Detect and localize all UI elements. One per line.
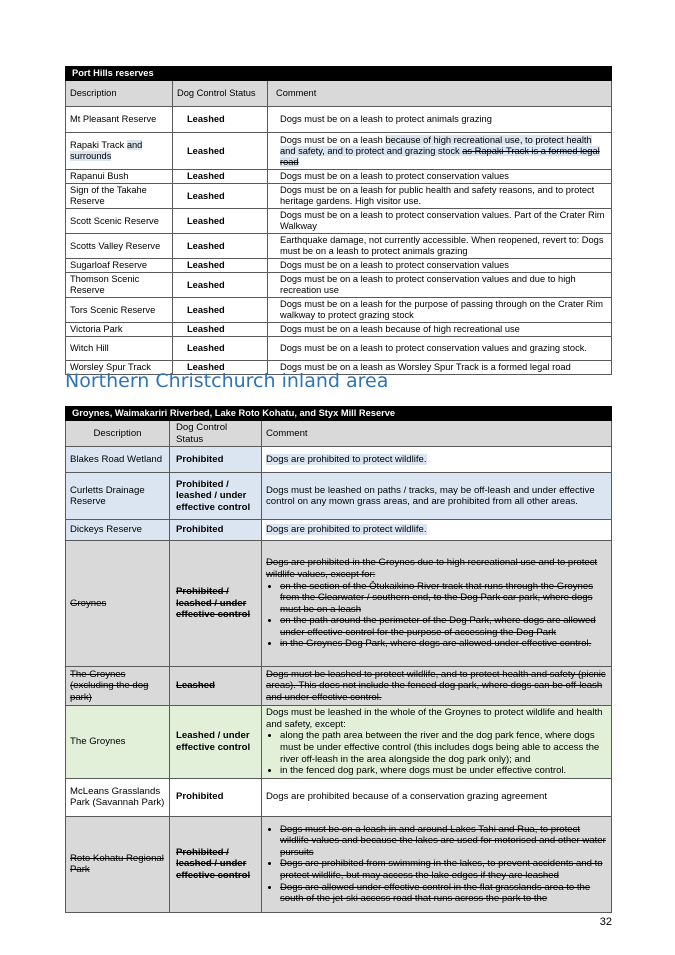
table-row: [66, 170, 612, 184]
row-status: Prohibited: [170, 520, 262, 541]
row-description: McLeans Grasslands Park (Savannah Park): [66, 778, 170, 816]
row-status: Leashed: [173, 323, 268, 337]
table-row: [66, 133, 612, 170]
list-item: • in the fenced dog park, where dogs must be under effective control.: [280, 765, 607, 777]
row-status: Leashed: [173, 337, 268, 361]
row-status: Prohibited: [170, 778, 262, 816]
row-status: Prohibited: [170, 447, 262, 473]
table-row: [66, 298, 612, 323]
row-status: Leashed: [173, 273, 268, 298]
table-row: [66, 234, 612, 259]
row-description: Rapanui Bush: [66, 170, 173, 184]
row-comment: Dogs must be leashed on paths / tracks, may be off-leash and under effective control on any mown grass areas, and are prohibited from all other areas.: [262, 473, 612, 520]
row-description: The Groynes: [66, 706, 170, 779]
row-description: Scott Scenic Reserve: [66, 209, 173, 234]
row-comment: Dogs must be on a leash to protect conservation values: [268, 259, 612, 273]
row-comment: Dogs must be leashed to protect wildlife, and to protect health and safety (picnic areas). This does not include the fenced dog park, where dogs can be off-leash and under effective control.: [262, 667, 612, 706]
row-comment: Dogs are prohibited to protect wildlife.: [262, 520, 612, 541]
table-row: [66, 667, 612, 706]
list-item: • on the path around the perimeter of the Dog Park, where dogs are allowed under effective control for the purpose of accessing the Dog Park: [280, 615, 607, 638]
row-description: Roto Kohatu Regional Park: [66, 816, 170, 912]
row-comment: Dogs must be on a leash for the purpose of passing through on the Crater Rim walkway to protect grazing stock: [268, 298, 612, 323]
row-comment: Dogs are prohibited in the Groynes due to high recreational use and to protect wildlife values, except for: • on the section of the Ōtukaikino River track that runs through the Groynes from the Clearwater / southern end, to the Dog Park car park, where dogs must be on a leash • on the path around the perimeter of the Dog Park, where dogs are allowed under effective control for the purpose of accessing the Dog Park • in the Groynes Dog Park, where dogs are allowed under effective control.: [262, 541, 612, 667]
row-comment: Dogs must be on a leash to protect conservation values: [268, 170, 612, 184]
table-row: [66, 323, 612, 337]
row-status: Leashed / under effective control: [170, 706, 262, 779]
row-status: Leashed: [173, 107, 268, 133]
row-status: Leashed: [173, 298, 268, 323]
row-status: Leashed: [173, 133, 268, 170]
row-status: Prohibited / leashed / under effective control: [170, 473, 262, 520]
row-status: Prohibited / leashed / under effective control: [170, 816, 262, 912]
row-status: Leashed: [173, 184, 268, 209]
header-comment: Comment: [268, 81, 612, 107]
section-heading: Northern Christchurch inland area: [65, 370, 389, 392]
table-row: [66, 447, 612, 473]
row-comment: Dogs are prohibited because of a conservation grazing agreement: [262, 778, 612, 816]
header-description: Description: [66, 81, 173, 107]
table-row: [66, 273, 612, 298]
row-comment: Dogs must be on a leash because of high recreational use, to protect health and safety, and to protect and grazing stock as Rapaki Track is a formed legal road: [268, 133, 612, 170]
table-row: [66, 473, 612, 520]
table-row: [66, 816, 612, 912]
table-row: [66, 520, 612, 541]
row-status: Leashed: [173, 234, 268, 259]
row-status: Leashed: [173, 209, 268, 234]
list-item: • Dogs must be on a leash in and around Lakes Tahi and Rua, to protect wildlife values and because the lakes are used for motorised and other water pursuits: [280, 824, 607, 859]
row-comment: Dogs must be on a leash to protect animals grazing: [268, 107, 612, 133]
header-status: Dog Control Status: [173, 81, 268, 107]
list-item: • along the path area between the river and the dog park fence, where dogs must be under effective control (this includes dogs being able to access the river off-leash in the area alongside the dog park only); and: [280, 730, 607, 765]
row-comment: Dogs must be leashed in the whole of the Groynes to protect wildlife and health and safety, except: • along the path area between the river and the dog park fence, where dogs must be under effective control (this includes dogs being able to access the river off-leash in the area alongside the dog park only); and • in the fenced dog park, where dogs must be under effective control.: [262, 706, 612, 779]
row-comment: [262, 816, 612, 912]
northern-table: [65, 406, 612, 913]
section-title: Port Hills reserves: [66, 67, 612, 81]
row-status: Leashed: [173, 259, 268, 273]
list-item: • Dogs are allowed under effective control in the flat grasslands area to the south of the jet-ski access road that runs across the park to the: [280, 882, 607, 905]
row-comment: Dogs must be on a leash to protect conservation values and grazing stock.: [268, 337, 612, 361]
row-comment: Dogs must be on a leash to protect conservation values and due to high recreation use: [268, 273, 612, 298]
row-comment: Dogs must be on a leash as Worsley Spur Track is a formed legal road: [268, 361, 612, 375]
row-description: Witch Hill: [66, 337, 173, 361]
row-description: Mt Pleasant Reserve: [66, 107, 173, 133]
row-status: Leashed: [170, 667, 262, 706]
row-status: Leashed: [173, 170, 268, 184]
list-item: • Dogs are prohibited from swimming in the lakes, to prevent accidents and to protect wildlife, but may access the lake edges if they are leashed: [280, 858, 607, 881]
row-description: Sign of the Takahe Reserve: [66, 184, 173, 209]
table-row: [66, 337, 612, 361]
row-description: Dickeys Reserve: [66, 520, 170, 541]
row-comment: Dogs must be on a leash because of high recreational use: [268, 323, 612, 337]
row-description: Rapaki Track and surrounds: [66, 133, 173, 170]
row-description: Groynes: [66, 541, 170, 667]
row-description: Sugarloaf Reserve: [66, 259, 173, 273]
row-description: Tors Scenic Reserve: [66, 298, 173, 323]
table-row: [66, 778, 612, 816]
row-description: Worsley Spur Track: [66, 361, 173, 375]
row-comment: Dogs must be on a leash to protect conservation values. Part of the Crater Rim Walkway: [268, 209, 612, 234]
row-description: The Groynes (excluding the dog park): [66, 667, 170, 706]
row-description: Thomson Scenic Reserve: [66, 273, 173, 298]
table-row: [66, 259, 612, 273]
row-description: Scotts Valley Reserve: [66, 234, 173, 259]
header-description: Description: [66, 421, 170, 447]
row-status: Prohibited / leashed / under effective control: [170, 541, 262, 667]
page-number: 32: [599, 916, 612, 928]
row-description: Blakes Road Wetland: [66, 447, 170, 473]
list-item: • in the Groynes Dog Park, where dogs are allowed under effective control.: [280, 638, 607, 650]
table-row: [66, 107, 612, 133]
table-row: [66, 706, 612, 779]
table-row: [66, 541, 612, 667]
header-comment: Comment: [262, 421, 612, 447]
row-comment: Earthquake damage, not currently accessible. When reopened, revert to: Dogs must be on a leash to protect animals grazing: [268, 234, 612, 259]
table-row: [66, 209, 612, 234]
row-comment: Dogs must be on a leash for public health and safety reasons, and to protect heritage gardens. High visitor use.: [268, 184, 612, 209]
row-description: Curletts Drainage Reserve: [66, 473, 170, 520]
section-title: Groynes, Waimakariri Riverbed, Lake Roto Kohatu, and Styx Mill Reserve: [66, 407, 612, 421]
table-row: [66, 184, 612, 209]
row-description: Victoria Park: [66, 323, 173, 337]
list-item: • on the section of the Ōtukaikino River track that runs through the Groynes from the Clearwater / southern end, to the Dog Park car park, where dogs must be on a leash: [280, 581, 607, 616]
row-status: Leashed: [173, 361, 268, 375]
port-hills-table: [65, 66, 612, 375]
header-status: Dog Control Status: [170, 421, 262, 447]
row-comment: Dogs are prohibited to protect wildlife.: [262, 447, 612, 473]
